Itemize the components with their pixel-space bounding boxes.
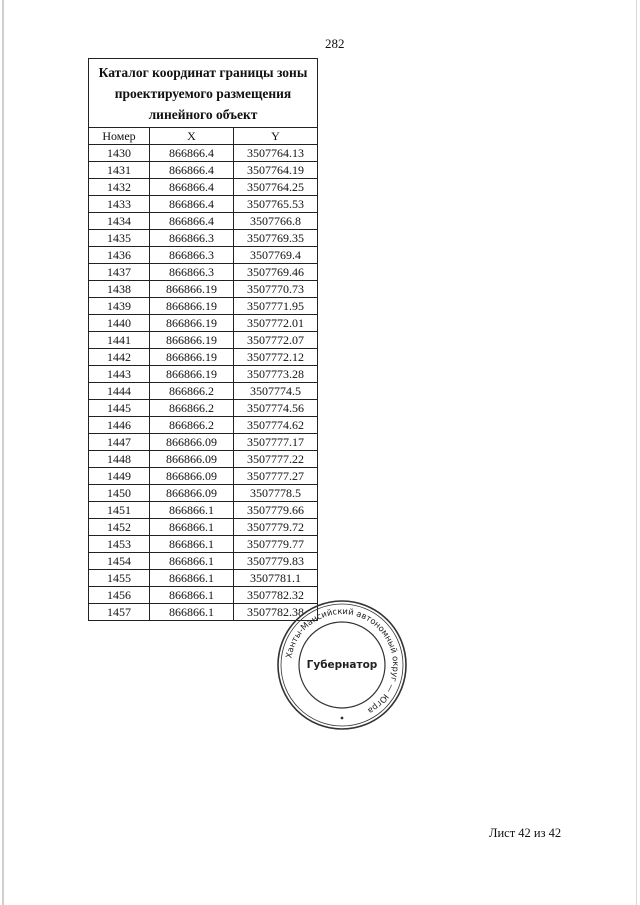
y-coordinate-cell: 3507779.83 — [234, 553, 318, 570]
y-coordinate-cell: 3507764.25 — [234, 179, 318, 196]
x-coordinate-cell: 866866.4 — [150, 213, 234, 230]
point-number-cell: 1454 — [89, 553, 150, 570]
point-number-cell: 1440 — [89, 315, 150, 332]
y-coordinate-cell: 3507781.1 — [234, 570, 318, 587]
table-row — [89, 298, 318, 315]
point-number-cell: 1445 — [89, 400, 150, 417]
point-number-cell: 1451 — [89, 502, 150, 519]
point-number-cell: 1450 — [89, 485, 150, 502]
header-row — [89, 128, 318, 145]
x-coordinate-cell: 866866.19 — [150, 332, 234, 349]
y-coordinate-cell: 3507772.07 — [234, 332, 318, 349]
x-coordinate-cell: 866866.1 — [150, 536, 234, 553]
table-row — [89, 332, 318, 349]
point-number-cell: 1441 — [89, 332, 150, 349]
table-row — [89, 434, 318, 451]
x-coordinate-cell: 866866.3 — [150, 247, 234, 264]
table-row — [89, 417, 318, 434]
x-coordinate-cell: 866866.1 — [150, 570, 234, 587]
table-row — [89, 179, 318, 196]
x-coordinate-cell: 866866.4 — [150, 162, 234, 179]
x-coordinate-cell: 866866.1 — [150, 604, 234, 621]
point-number-cell: 1434 — [89, 213, 150, 230]
table-row — [89, 519, 318, 536]
column-header-number: Номер — [89, 128, 150, 145]
x-coordinate-cell: 866866.19 — [150, 281, 234, 298]
y-coordinate-cell: 3507770.73 — [234, 281, 318, 298]
x-coordinate-cell: 866866.09 — [150, 485, 234, 502]
y-coordinate-cell: 3507769.46 — [234, 264, 318, 281]
x-coordinate-cell: 866866.2 — [150, 417, 234, 434]
table-row — [89, 349, 318, 366]
y-coordinate-cell: 3507774.56 — [234, 400, 318, 417]
y-coordinate-cell: 3507774.5 — [234, 383, 318, 400]
table-row — [89, 213, 318, 230]
table-row — [89, 468, 318, 485]
y-coordinate-cell: 3507769.35 — [234, 230, 318, 247]
point-number-cell: 1433 — [89, 196, 150, 213]
x-coordinate-cell: 866866.19 — [150, 315, 234, 332]
table-row — [89, 230, 318, 247]
y-coordinate-cell: 3507779.72 — [234, 519, 318, 536]
table-row — [89, 553, 318, 570]
table-row — [89, 281, 318, 298]
table-row — [89, 536, 318, 553]
table-row — [89, 383, 318, 400]
y-coordinate-cell: 3507772.12 — [234, 349, 318, 366]
x-coordinate-cell: 866866.1 — [150, 587, 234, 604]
point-number-cell: 1432 — [89, 179, 150, 196]
point-number-cell: 1455 — [89, 570, 150, 587]
point-number-cell: 1435 — [89, 230, 150, 247]
point-number-cell: 1437 — [89, 264, 150, 281]
y-coordinate-cell: 3507772.01 — [234, 315, 318, 332]
table-row — [89, 485, 318, 502]
table-row — [89, 570, 318, 587]
point-number-cell: 1446 — [89, 417, 150, 434]
table-row — [89, 145, 318, 162]
x-coordinate-cell: 866866.09 — [150, 451, 234, 468]
y-coordinate-cell: 3507764.19 — [234, 162, 318, 179]
x-coordinate-cell: 866866.3 — [150, 264, 234, 281]
y-coordinate-cell: 3507777.22 — [234, 451, 318, 468]
page-number: 282 — [325, 36, 345, 51]
y-coordinate-cell: 3507779.77 — [234, 536, 318, 553]
x-coordinate-cell: 866866.09 — [150, 468, 234, 485]
x-coordinate-cell: 866866.19 — [150, 298, 234, 315]
column-header-x: X — [150, 128, 234, 145]
x-coordinate-cell: 866866.1 — [150, 519, 234, 536]
point-number-cell: 1438 — [89, 281, 150, 298]
y-coordinate-cell: 3507773.28 — [234, 366, 318, 383]
table-row — [89, 451, 318, 468]
x-coordinate-cell: 866866.1 — [150, 553, 234, 570]
table-row — [89, 366, 318, 383]
y-coordinate-cell: 3507782.32 — [234, 587, 318, 604]
point-number-cell: 1442 — [89, 349, 150, 366]
table-row — [89, 400, 318, 417]
point-number-cell: 1430 — [89, 145, 150, 162]
table-row — [89, 162, 318, 179]
x-coordinate-cell: 866866.19 — [150, 349, 234, 366]
point-number-cell: 1449 — [89, 468, 150, 485]
y-coordinate-cell: 3507766.8 — [234, 213, 318, 230]
y-coordinate-cell: 3507774.62 — [234, 417, 318, 434]
table-row — [89, 315, 318, 332]
point-number-cell: 1457 — [89, 604, 150, 621]
x-coordinate-cell: 866866.1 — [150, 502, 234, 519]
y-coordinate-cell: 3507777.17 — [234, 434, 318, 451]
seal-ring-text: Ханты-Мансийский автономный округ — Югра — [283, 605, 402, 717]
table-row — [89, 247, 318, 264]
x-coordinate-cell: 866866.3 — [150, 230, 234, 247]
point-number-cell: 1439 — [89, 298, 150, 315]
scan-edge-right — [636, 0, 637, 905]
point-number-cell: 1456 — [89, 587, 150, 604]
x-coordinate-cell: 866866.4 — [150, 196, 234, 213]
point-number-cell: 1452 — [89, 519, 150, 536]
x-coordinate-cell: 866866.19 — [150, 366, 234, 383]
x-coordinate-cell: 866866.2 — [150, 383, 234, 400]
sheet-counter: Лист 42 из 42 — [489, 826, 562, 840]
point-number-cell: 1447 — [89, 434, 150, 451]
point-number-cell: 1444 — [89, 383, 150, 400]
table-row — [89, 196, 318, 213]
scan-edge-left — [2, 0, 4, 905]
table-row — [89, 264, 318, 281]
x-coordinate-cell: 866866.2 — [150, 400, 234, 417]
y-coordinate-cell: 3507765.53 — [234, 196, 318, 213]
point-number-cell: 1431 — [89, 162, 150, 179]
x-coordinate-cell: 866866.4 — [150, 145, 234, 162]
x-coordinate-cell: 866866.09 — [150, 434, 234, 451]
point-number-cell: 1443 — [89, 366, 150, 383]
y-coordinate-cell: 3507769.4 — [234, 247, 318, 264]
y-coordinate-cell: 3507777.27 — [234, 468, 318, 485]
table-title: Каталог координат границы зоны проектируемого размещения линейного объект — [89, 59, 318, 128]
column-header-y: Y — [234, 128, 318, 145]
y-coordinate-cell: 3507779.66 — [234, 502, 318, 519]
point-number-cell: 1453 — [89, 536, 150, 553]
governor-seal — [275, 598, 409, 732]
seal-center-text: Губернатор — [306, 659, 378, 671]
point-number-cell: 1436 — [89, 247, 150, 264]
y-coordinate-cell: 3507771.95 — [234, 298, 318, 315]
coordinates-catalog-table — [88, 58, 318, 621]
y-coordinate-cell: 3507764.13 — [234, 145, 318, 162]
y-coordinate-cell: 3507778.5 — [234, 485, 318, 502]
y-coordinate-cell: 3507782.38 — [234, 604, 318, 621]
point-number-cell: 1448 — [89, 451, 150, 468]
seal-dot — [341, 717, 344, 720]
table-row — [89, 502, 318, 519]
x-coordinate-cell: 866866.4 — [150, 179, 234, 196]
